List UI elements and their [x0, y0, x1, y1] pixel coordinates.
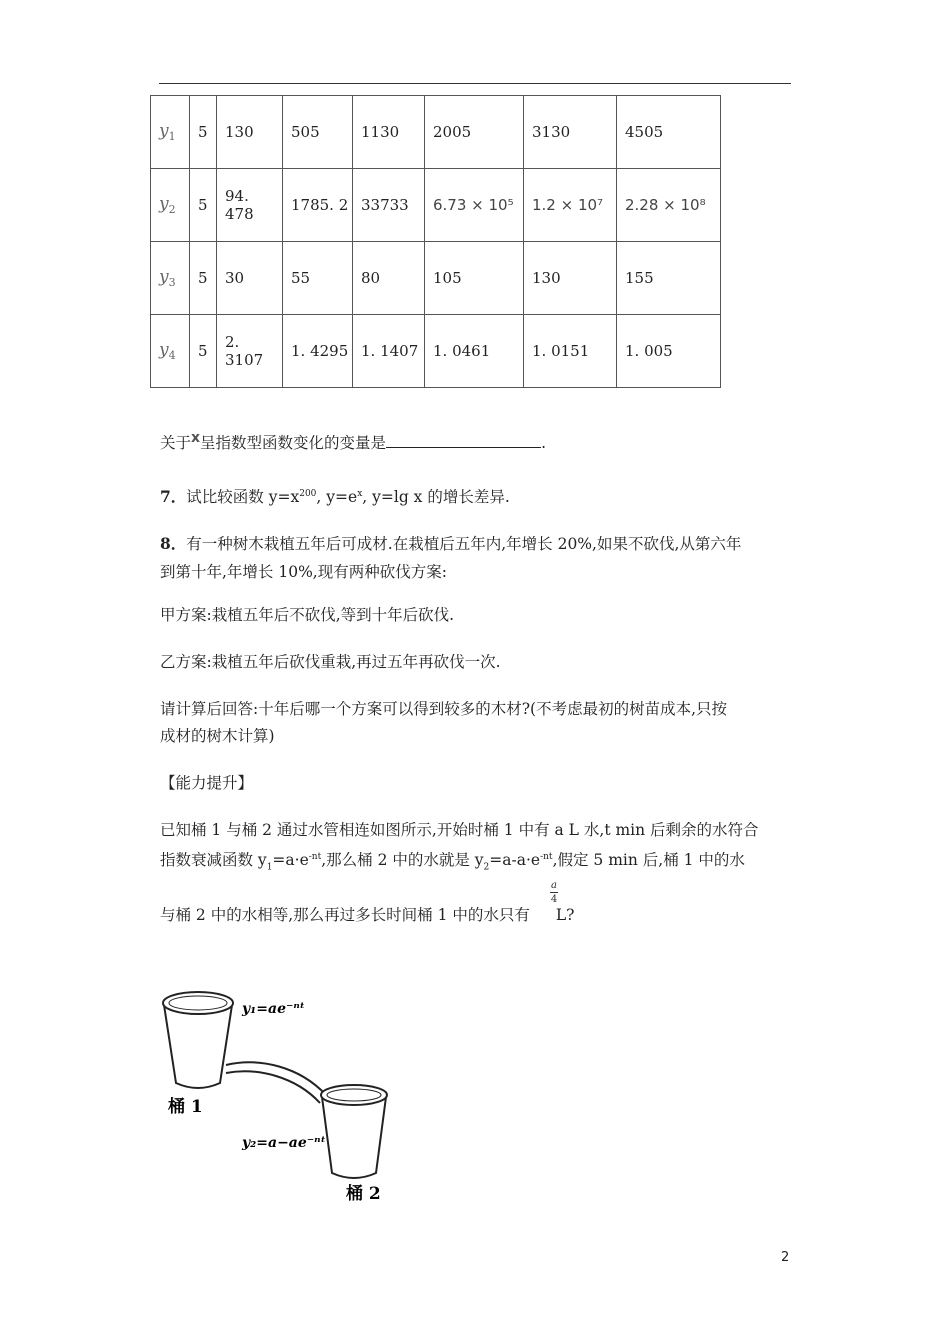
problem-line-2: 指数衰减函数 $y_1=a\cdot e^{-nt}$,那么桶 2 中的水就是 $y_2=a-a\cdot e^{-nt}$,假定 5 min 后,桶 1 中的水 [160, 851, 745, 873]
page-number: 2 [781, 1250, 790, 1265]
table-cell: 1. 1407 [353, 315, 425, 388]
bucket-2-shape [321, 1085, 387, 1178]
table-cell: 2.28 × 10⁸ [617, 169, 721, 242]
question-8-line-2: 到第十年,年增长 10%,现有两种砍伐方案: [160, 563, 447, 581]
question-6-answer-line: 关于x呈指数型函数变化的变量是 . [160, 430, 546, 453]
table-cell: 505 [283, 96, 353, 169]
table-cell: 2005 [425, 96, 524, 169]
table-cell: 130 [524, 242, 617, 315]
table-cell: 3130 [524, 96, 617, 169]
question-8-line-1: 8．有一种树木栽植五年后可成材.在栽植后五年内,年增长 20%,如果不砍伐,从第六年 [160, 534, 742, 553]
table-row: $y_4$ 5 2. 3107 1. 4295 1. 1407 1. 0461 1. 0151 1. 005 [151, 315, 721, 388]
table-cell: 5 [190, 169, 217, 242]
table-cell: 1. 0461 [425, 315, 524, 388]
table-cell: 6.73 × 10⁵ [425, 169, 524, 242]
section-title: 【能力提升】 [160, 774, 254, 792]
table-cell: 2. 3107 [217, 315, 283, 388]
table-row: $y_3$ 5 30 55 80 105 130 155 [151, 242, 721, 315]
table-row: $y_1$ 5 130 505 1130 2005 3130 4505 [151, 96, 721, 169]
table-cell: 1. 4295 [283, 315, 353, 388]
question-8-ask-1: 请计算后回答:十年后哪一个方案可以得到较多的木材?(不考虑最初的树苗成本,只按 [160, 700, 728, 718]
bucket-2-label: 桶 2 [346, 1184, 381, 1204]
problem-line-1: 已知桶 1 与桶 2 通过水管相连如图所示,开始时桶 1 中有 a L 水,t min 后剩余的水符合 [160, 821, 759, 839]
fraction-a-over-4: a 4 [550, 880, 558, 905]
connecting-pipe [226, 1062, 326, 1103]
plan-b: 乙方案:栽植五年后砍伐重栽,再过五年再砍伐一次. [160, 653, 501, 671]
table-cell: 1. 005 [617, 315, 721, 388]
table-cell: 4505 [617, 96, 721, 169]
table-cell: 1130 [353, 96, 425, 169]
table-cell: 1785. 2 [283, 169, 353, 242]
equation-1: y₁=ae⁻ⁿᵗ [242, 1001, 305, 1017]
buckets-figure [150, 975, 410, 1215]
table-cell: 130 [217, 96, 283, 169]
table-cell: 5 [190, 242, 217, 315]
plan-a: 甲方案:栽植五年后不砍伐,等到十年后砍伐. [160, 606, 455, 624]
table-cell: 55 [283, 242, 353, 315]
table-cell: 5 [190, 96, 217, 169]
table-row: $y_2$ 5 94. 478 1785. 2 33733 6.73 × 10⁵ 1.2 × 10⁷ 2.28 × 10⁸ [151, 169, 721, 242]
bucket-1-shape [163, 992, 233, 1088]
table-cell: 1.2 × 10⁷ [524, 169, 617, 242]
table-cell: 105 [425, 242, 524, 315]
table-cell: 30 [217, 242, 283, 315]
problem-line-3: 与桶 2 中的水相等,那么再过多长时间桶 1 中的水只有 L? [160, 906, 575, 924]
question-8-ask-2: 成材的树木计算) [160, 727, 275, 745]
table-cell: 5 [190, 315, 217, 388]
equation-2: y₂=a−ae⁻ⁿᵗ [242, 1135, 326, 1151]
bucket-1-label: 桶 1 [168, 1097, 203, 1117]
table-cell: 33733 [353, 169, 425, 242]
table-cell: 155 [617, 242, 721, 315]
table-cell: 94. 478 [217, 169, 283, 242]
table-cell: 1. 0151 [524, 315, 617, 388]
question-7: 7．试比较函数 $y=x^{200}$, $y=e^x$, y=lg x 的增长差异. [160, 487, 510, 507]
values-table [150, 95, 721, 388]
header-rule [159, 83, 791, 84]
answer-blank[interactable] [386, 433, 541, 448]
table-cell: 80 [353, 242, 425, 315]
